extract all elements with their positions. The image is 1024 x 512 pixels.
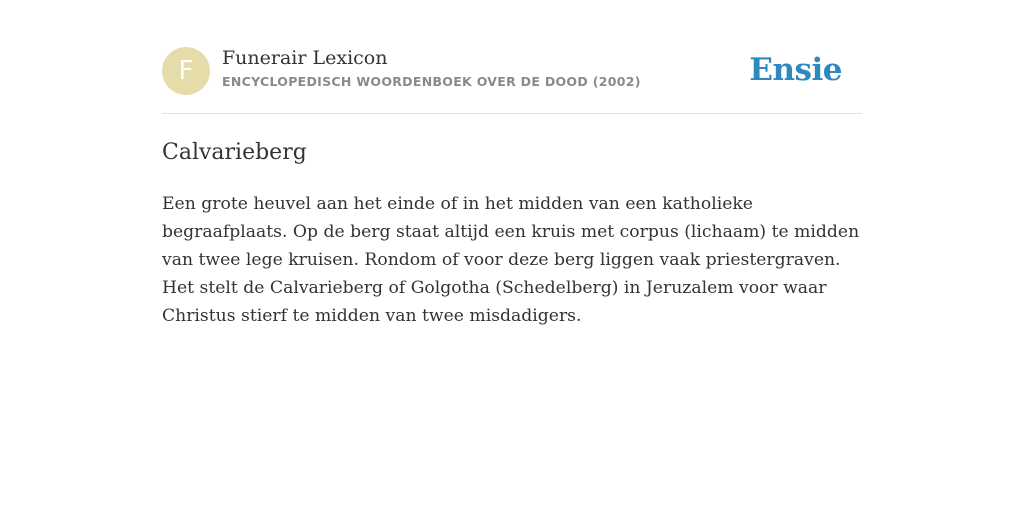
lexicon-header (162, 46, 862, 96)
lexicon-avatar[interactable]: F (162, 47, 210, 95)
entry-body: Een grote heuvel aan het einde of in het midden van een katholieke begraafplaats. Op de berg staat altijd een kruis met corpus (lichaam) te midden van twee lege kruisen. Rondom of voor deze berg liggen vaak priestergraven. Het stelt de Calvarieberg of Golgotha (Schedelberg) in Jeruzalem voor waar Christus stierf te midden van twee misdadigers. (162, 194, 860, 326)
header-divider (162, 113, 862, 114)
entry-title: Calvarieberg (162, 140, 307, 165)
ensie-logo[interactable]: Ensie (749, 52, 842, 88)
lexicon-title[interactable]: Funerair Lexicon (222, 47, 388, 69)
lexicon-subtitle: ENCYCLOPEDISCH WOORDENBOEK OVER DE DOOD (2002) (222, 74, 641, 89)
